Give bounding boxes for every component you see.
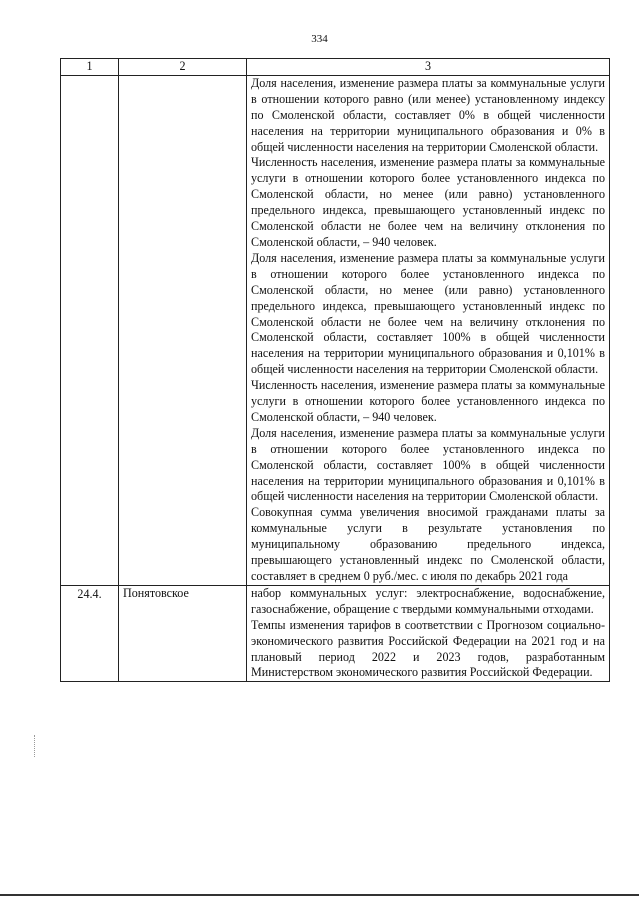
paragraph-count-above-index: Численность населения, изменение размера платы за коммунальные услуги в отношении которого более установленного индекса по Смоленской области, – 940 человек. <box>251 378 605 424</box>
table-row-continuation <box>61 75 610 585</box>
scan-margin-mark <box>34 735 36 757</box>
table-header-row <box>61 59 610 76</box>
header-cell-3: 3 <box>247 59 610 76</box>
paragraph-share-within-limit: Доля населения, изменение размера платы за коммунальные услуги в отношении которого более установленного индекса по Смоленской области, но менее (или равно) установленного предельного индекса, превышающего установленный индекс по Смоленской области не более чем на величину отклонения по Смоленской области, составляет 100% в общей численности населения на территории муниципального образования и 0,101% в общей численности населения на территории Смоленской области. <box>251 250 605 377</box>
row-name-cell: Понятовское <box>119 585 247 681</box>
paragraph-share-equal-index: Доля населения, изменение размера платы за коммунальные услуги в отношении которого равно (или менее) установленному индексу по Смоленской области, составляет 0% в общей численности населения на территории муниципального образования и 0% в общей численности населения на территории Смоленской области. <box>251 75 605 154</box>
row-number-cell: 24.4. <box>61 585 119 681</box>
row-number-cell <box>61 75 119 585</box>
header-cell-1: 1 <box>61 59 119 76</box>
row-text-cell <box>247 75 610 585</box>
document-table <box>60 58 610 682</box>
row-text-cell <box>247 585 610 681</box>
table-row-24-4 <box>61 585 610 681</box>
page-number: 334 <box>311 33 328 45</box>
row-name-cell <box>119 75 247 585</box>
paragraph-utility-set: набор коммунальных услуг: электроснабжение, водоснабжение, газоснабжение, обращение с твердыми коммунальными отходами. <box>251 585 605 616</box>
paragraph-share-above-index: Доля населения, изменение размера платы за коммунальные услуги в отношении которого более установленного индекса по Смоленской области, составляет 100% в общей численности населения на территории муниципального образования и 0,101% в общей численности населения на территории Смоленской области. <box>251 425 605 504</box>
header-cell-2: 2 <box>119 59 247 76</box>
scan-bottom-edge <box>0 894 639 896</box>
paragraph-total-increase: Совокупная сумма увеличения вносимой гражданами платы за коммунальные услуги в результате установления по муниципальному образованию предельного индекса, превышающего установленный индекс по Смоленской области, составляет в среднем 0 руб./мес. с июля по декабрь 2021 года <box>251 505 605 583</box>
paragraph-tariff-rates: Темпы изменения тарифов в соответствии с Прогнозом социально-экономического развития Российской Федерации на 2021 год и на плановый период 2022 и 2023 годов, разработанным Министерством экономического развития Российской Федерации. <box>251 617 605 680</box>
paragraph-count-within-limit: Численность населения, изменение размера платы за коммунальные услуги в отношении которого более установленного индекса по Смоленской области, но менее (или равно) установленного предельного индекса, превышающего установленный индекс по Смоленской области не более чем на величину отклонения по Смоленской области, – 940 человек. <box>251 155 605 249</box>
